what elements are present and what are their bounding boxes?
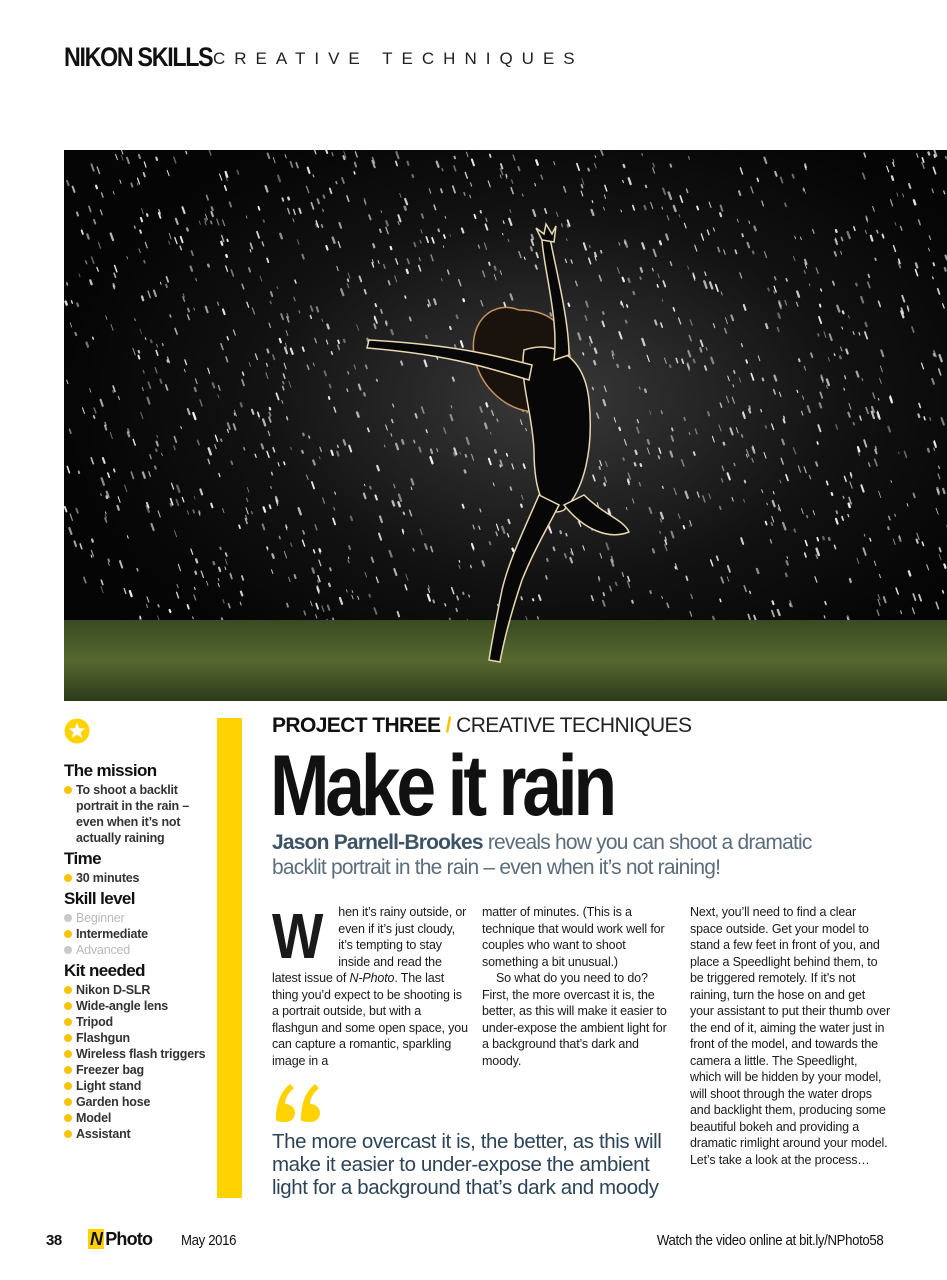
section-label: CREATIVE TECHNIQUES [213, 49, 584, 68]
brand-label: NIKON SKILLS [64, 42, 213, 72]
project-info-sidebar [64, 760, 214, 1144]
kit-item: Wide-angle lens [64, 998, 214, 1014]
kicker-section: CREATIVE TECHNIQUES [456, 714, 692, 737]
page-number: 38 [46, 1232, 62, 1249]
hero-photo [64, 150, 947, 701]
issue-date: May 2016 [181, 1232, 237, 1249]
body-column-2 [482, 904, 676, 1069]
body-column-1 [272, 900, 468, 1069]
star-badge-icon [64, 718, 90, 744]
body-paragraph: Next, you’ll need to find a clear space outside. Get your model to stand a few feet in front of you, and place a Speedlight behind them, to be triggered remotely. If it’s not raining, turn the hose on and get your assistant to put their thumb over the end of it, aiming the water just in front of the model, and towards the camera a little. The Speedlight, which will be hidden by your model, will shoot through the water drops and backlight them, producing some beautiful bokeh and providing a dramatic rimlight around your model. Let’s take a look at the process… [690, 905, 890, 1167]
kit-item: Tripod [64, 1014, 214, 1030]
kit-item: Wireless flash triggers [64, 1046, 214, 1062]
kit-heading: Kit needed [64, 961, 145, 980]
author-name: Jason Parnell-Brookes [272, 831, 483, 854]
video-link[interactable]: Watch the video online at bit.ly/NPhoto58 [656, 1232, 883, 1249]
mission-list [64, 782, 214, 846]
magazine-logo [88, 1229, 152, 1250]
accent-bar [217, 718, 242, 1198]
skill-item-beginner: Beginner [64, 910, 214, 926]
kit-item: Garden hose [64, 1094, 214, 1110]
body-text: . The last thing you’d expect to be shooting is a portrait outside, but with a flashgun and some open space, you can capture a romantic, sparkling image in a [272, 971, 468, 1068]
mission-heading: The mission [64, 761, 157, 780]
standfirst [272, 830, 832, 880]
kit-item: Flashgun [64, 1030, 214, 1046]
body-paragraph: So what do you need to do? First, the more overcast it is, the better, as this will make it easier to under-expose the ambient light for a background that’s dark and moody. [482, 971, 667, 1068]
section-header [64, 42, 584, 76]
standfirst-text: reveals how you can shoot a dramatic backlit portrait in the rain – even when it’s not raining! [272, 831, 812, 879]
logo-n: N [90, 1229, 103, 1249]
pull-quote: The more overcast it is, the better, as this will make it easier to under-expose the ambient light for a background that’s dark and moody [272, 1130, 662, 1199]
body-text: hen it’s rainy outside, or even if it’s just cloudy, it’s tempting to stay inside and read the latest issue of [272, 905, 467, 985]
body-column-3 [690, 904, 890, 1168]
kit-item: Freezer bag [64, 1062, 214, 1078]
kit-item: Assistant [64, 1126, 214, 1142]
kicker-project: PROJECT THREE [272, 714, 441, 737]
kit-list [64, 982, 214, 1142]
rain-dancer-illustration [64, 150, 947, 701]
kicker-slash: / [445, 714, 451, 737]
drop-cap: W [272, 900, 324, 972]
time-heading: Time [64, 849, 101, 868]
project-kicker [272, 714, 691, 738]
logo-text: Photo [105, 1229, 153, 1249]
skill-item-intermediate: Intermediate [64, 926, 214, 942]
quote-mark-icon [272, 1080, 324, 1124]
time-list [64, 870, 214, 886]
kit-item: Model [64, 1110, 214, 1126]
time-item: 30 minutes [64, 870, 214, 886]
body-paragraph: matter of minutes. (This is a technique that would work well for couples who want to shoot something a bit unusual.) [482, 905, 665, 969]
magazine-name: N-Photo [349, 971, 395, 985]
kit-item: Light stand [64, 1078, 214, 1094]
skill-heading: Skill level [64, 889, 135, 908]
skill-list [64, 910, 214, 958]
article-title: Make it rain [270, 738, 613, 834]
kit-item: Nikon D-SLR [64, 982, 214, 998]
skill-item-advanced: Advanced [64, 942, 214, 958]
mission-item: To shoot a backlit portrait in the rain – even when it’s not actually raining [64, 782, 214, 846]
